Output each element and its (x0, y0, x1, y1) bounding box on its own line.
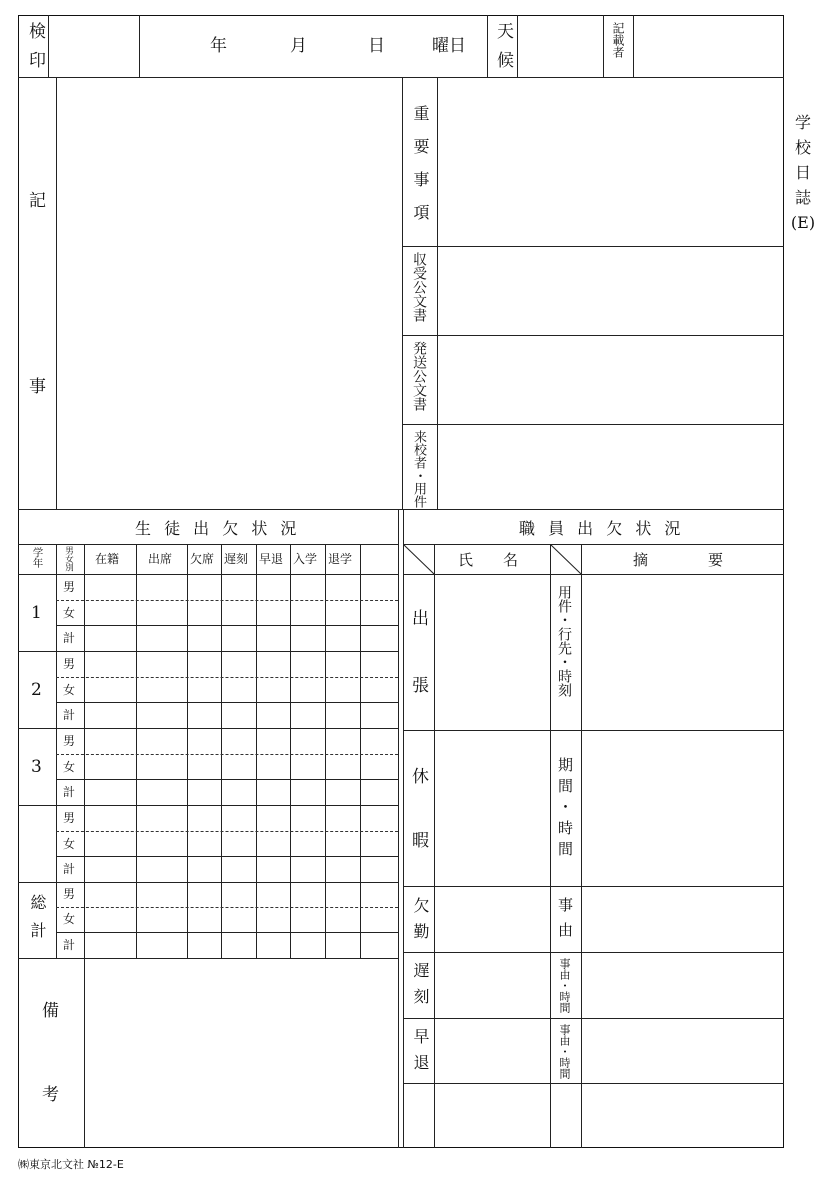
year-label: 年 (210, 36, 227, 56)
late-names[interactable] (434, 952, 550, 1018)
sex-row-female: 女 (63, 912, 76, 926)
sex-row-female: 女 (63, 683, 76, 697)
sex-row-male: 男 (63, 657, 76, 671)
leave-names[interactable] (434, 730, 550, 886)
sex-row-male: 男 (63, 811, 76, 825)
early-leave-summary[interactable] (581, 1018, 784, 1083)
leave-desc: 期間・時間 (556, 757, 574, 862)
grade-1-label: 1 (31, 603, 42, 623)
early-leave-desc: 事由・時間 (558, 1024, 571, 1079)
remarks-area[interactable] (84, 958, 398, 1148)
record-label-2: 事 (29, 377, 46, 397)
late-summary[interactable] (581, 952, 784, 1018)
business-trip-label-2: 張 (412, 676, 429, 696)
weather-cell[interactable] (517, 15, 603, 77)
col-enrolled: 在籍 (95, 552, 120, 566)
col-sex: 男女別 (63, 546, 74, 572)
remarks-label-1: 備 (42, 1001, 59, 1021)
absence-desc: 事由 (556, 897, 574, 947)
absence-label: 欠勤 (411, 897, 430, 949)
col-absent: 欠席 (190, 552, 215, 566)
sent-docs-label: 発送公文書 (411, 341, 427, 411)
early-leave-names[interactable] (434, 1018, 550, 1083)
record-text-area[interactable] (56, 77, 402, 509)
staff-attendance-title: 職 員 出 欠 状 況 (519, 519, 685, 538)
sex-row-total: 計 (63, 938, 76, 952)
col-staff-summary: 摘 要 (633, 551, 724, 569)
student-attendance-grid[interactable] (84, 574, 398, 958)
sent-docs-area[interactable] (437, 335, 784, 424)
remarks-label-2: 考 (42, 1085, 59, 1105)
staff-header-diagonal-left (403, 544, 434, 574)
col-present: 出席 (148, 552, 173, 566)
late-label: 遅刻 (411, 962, 430, 1014)
absence-names[interactable] (434, 886, 550, 952)
col-early-leave: 早退 (259, 552, 284, 566)
record-label-1: 記 (29, 191, 46, 211)
leave-label-1: 休 (412, 767, 429, 787)
grade-3-label: 3 (31, 757, 42, 777)
month-label: 月 (290, 36, 307, 56)
day-label: 日 (368, 36, 385, 56)
sex-row-total: 計 (63, 631, 76, 645)
leave-label-2: 暇 (412, 831, 429, 851)
col-late: 遅刻 (224, 552, 249, 566)
business-trip-label-1: 出 (412, 609, 429, 629)
inspection-label: 検印 (25, 22, 45, 80)
early-leave-label: 早退 (411, 1028, 430, 1080)
sex-row-male: 男 (63, 734, 76, 748)
weekday-label: 曜日 (432, 36, 466, 56)
important-items-area[interactable] (437, 77, 784, 246)
visitors-area[interactable] (437, 424, 784, 509)
col-admission: 入学 (293, 552, 318, 566)
business-trip-names[interactable] (434, 574, 550, 730)
business-trip-desc: 用件・行先・時刻 (556, 585, 572, 697)
staff-header-diagonal-right (550, 544, 581, 574)
student-attendance-title: 生 徒 出 欠 状 況 (135, 519, 301, 538)
col-withdrawal: 退学 (328, 552, 353, 566)
absence-summary[interactable] (581, 886, 784, 952)
received-docs-label: 収受公文書 (411, 252, 427, 322)
recorder-label: 記載者 (611, 22, 625, 58)
sex-row-female: 女 (63, 837, 76, 851)
side-title: 学 校 日 誌 (E) (790, 113, 816, 232)
received-docs-area[interactable] (437, 246, 784, 335)
col-grade: 学年 (31, 547, 44, 568)
leave-summary[interactable] (581, 730, 784, 886)
business-trip-summary[interactable] (581, 574, 784, 730)
grand-total-label: 総計 (28, 894, 47, 950)
staff-extra-row[interactable] (434, 1083, 784, 1148)
visitors-label: 来校者・用件 (411, 430, 426, 508)
important-items-label: 重要事項 (411, 105, 430, 237)
sex-row-female: 女 (63, 606, 76, 620)
sex-row-male: 男 (63, 580, 76, 594)
grade-2-label: 2 (31, 680, 42, 700)
sex-row-total: 計 (63, 785, 76, 799)
col-staff-name: 氏 名 (458, 551, 519, 569)
recorder-cell[interactable] (633, 15, 784, 77)
sex-row-female: 女 (63, 760, 76, 774)
sex-row-total: 計 (63, 708, 76, 722)
sex-row-total: 計 (63, 862, 76, 876)
late-desc: 事由・時間 (558, 958, 571, 1013)
weather-label: 天候 (493, 22, 513, 80)
inspection-stamp-cell[interactable] (48, 15, 139, 77)
publisher-footer: ㈱東京北文社 №12-E (18, 1158, 124, 1171)
sex-row-male: 男 (63, 887, 76, 901)
